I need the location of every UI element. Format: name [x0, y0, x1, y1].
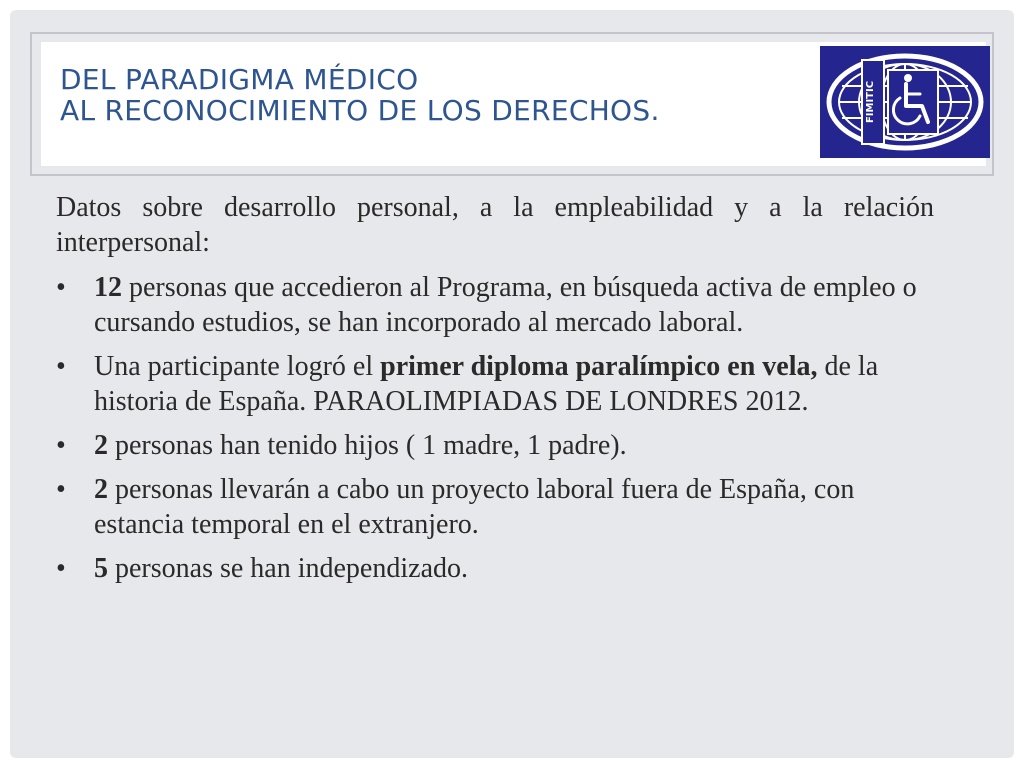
intro-text: Datos sobre desarrollo personal, a la empleabilidad y a la relación interpersonal:	[56, 192, 934, 258]
slide-title	[60, 64, 820, 126]
title-line-1: DEL PARADIGMA MÉDICO	[60, 63, 419, 96]
bullet-text: personas llevarán a cabo un proyecto laboral fuera de España, con estancia temporal en el extranjero.	[94, 474, 855, 540]
bullet-icon: •	[56, 474, 66, 505]
wheelchair-globe-logo-icon	[820, 46, 990, 158]
bullet-bold: 2	[94, 474, 108, 505]
bullet-bold: 2	[94, 430, 108, 461]
bullet-icon: •	[56, 553, 66, 584]
bullet-list	[56, 270, 936, 586]
list-item	[56, 551, 936, 586]
list-item	[56, 270, 936, 340]
list-item	[56, 428, 936, 463]
bullet-bold: 5	[94, 553, 108, 584]
bullet-icon: •	[56, 430, 66, 461]
logo-text-icon	[863, 64, 883, 140]
bullet-text: personas se han independizado.	[108, 553, 468, 584]
list-item	[56, 349, 936, 419]
bullet-pre: Una participante logró el	[94, 351, 381, 382]
slide	[10, 10, 1014, 758]
list-item	[56, 472, 936, 542]
fimitic-logo	[820, 46, 990, 158]
bullet-text: de la historia de España. PARAOLIMPIADAS DE LONDRES 2012.	[94, 351, 879, 417]
bullet-icon: •	[56, 351, 66, 382]
bullet-icon: •	[56, 272, 66, 303]
title-line-2: AL RECONOCIMIENTO DE LOS DERECHOS.	[60, 94, 660, 127]
bullet-text: personas que accedieron al Programa, en búsqueda activa de empleo o cursando estudios, se han incorporado al mercado laboral.	[94, 272, 917, 338]
logo-text: FIMITIC	[865, 80, 876, 124]
bullet-bold: primer diploma paralímpico en vela,	[380, 351, 818, 382]
bullet-text: personas han tenido hijos ( 1 madre, 1 padre).	[108, 430, 627, 461]
bullet-bold: 12	[94, 272, 122, 303]
slide-body	[56, 190, 936, 595]
